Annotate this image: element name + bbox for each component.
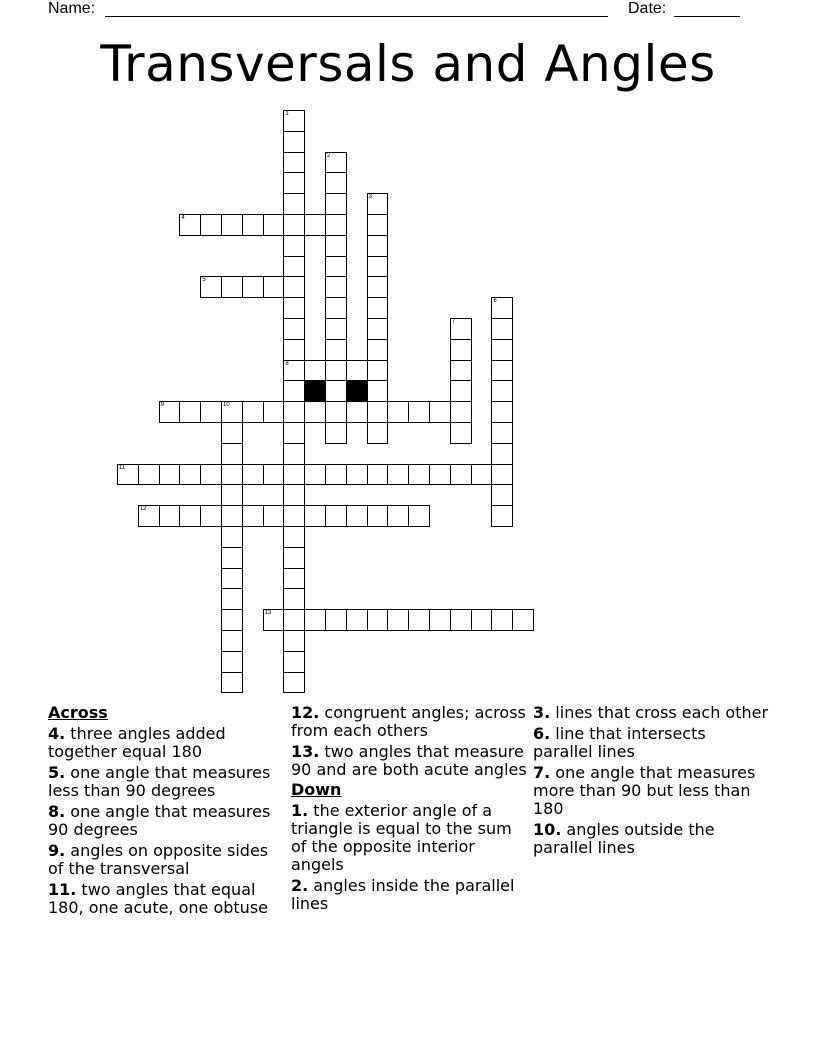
grid-cell[interactable] xyxy=(367,339,389,361)
clue-number: 10 xyxy=(223,402,230,409)
grid-cell[interactable] xyxy=(283,630,305,652)
grid-cell[interactable] xyxy=(429,464,451,486)
grid-cell[interactable] xyxy=(159,401,181,423)
grid-cell[interactable] xyxy=(325,401,347,423)
clue-text: two angles that measure 90 and are both acute angles xyxy=(291,742,527,779)
clue-number: 1 xyxy=(285,111,289,117)
grid-cell[interactable] xyxy=(283,339,305,361)
clue-number: 3 xyxy=(368,194,372,201)
grid-cell[interactable] xyxy=(138,464,160,486)
across-clue xyxy=(291,704,527,740)
grid-cell[interactable] xyxy=(200,214,222,236)
grid-cell[interactable] xyxy=(450,401,472,423)
clue-number: 10. xyxy=(533,820,562,839)
grid-cell[interactable] xyxy=(221,588,243,610)
grid-cell[interactable] xyxy=(283,651,305,673)
grid-cell[interactable] xyxy=(367,401,389,423)
down-clue xyxy=(533,725,769,761)
grid-cell[interactable] xyxy=(221,484,243,506)
clue-number: 12. xyxy=(291,703,320,722)
grid-cell[interactable] xyxy=(325,318,347,340)
grid-cell[interactable] xyxy=(221,401,243,423)
grid-cell[interactable] xyxy=(408,464,430,486)
grid-cell[interactable] xyxy=(491,609,513,631)
grid-cell[interactable] xyxy=(263,609,285,631)
grid-cell[interactable] xyxy=(283,547,305,569)
clue-number: 2. xyxy=(291,876,309,895)
grid-cell[interactable] xyxy=(325,609,347,631)
grid-cell[interactable] xyxy=(387,505,409,527)
grid-cell[interactable] xyxy=(367,422,389,444)
grid-cell[interactable] xyxy=(367,464,389,486)
down-clue xyxy=(533,704,769,722)
date-label: Date: xyxy=(628,0,667,17)
grid-cell[interactable] xyxy=(221,651,243,673)
grid-cell[interactable] xyxy=(491,443,513,465)
clue-number: 9 xyxy=(160,402,164,409)
puzzle-title: Transversals and Angles xyxy=(100,35,716,93)
clue-text: congruent angles; across from each others xyxy=(291,703,526,740)
grid-cell[interactable] xyxy=(200,505,222,527)
grid-cell[interactable] xyxy=(159,464,181,486)
clue-number: 13 xyxy=(264,610,272,617)
grid-cell[interactable] xyxy=(325,339,347,361)
grid-cell[interactable] xyxy=(450,464,472,486)
grid-cell[interactable] xyxy=(450,609,472,631)
clue-text: angles inside the parallel lines xyxy=(291,876,515,913)
clue-number: 7 xyxy=(451,319,456,325)
clue-text: lines that cross each other xyxy=(550,703,769,722)
grid-cell[interactable] xyxy=(367,297,389,319)
grid-cell[interactable] xyxy=(325,422,347,444)
name-label: Name: xyxy=(48,0,96,17)
grid-cell[interactable] xyxy=(367,609,389,631)
grid-cell[interactable] xyxy=(471,609,493,631)
grid-cell[interactable] xyxy=(221,547,243,569)
across-clue xyxy=(48,842,284,878)
grid-cell[interactable] xyxy=(221,568,243,590)
grid-cell[interactable] xyxy=(471,464,493,486)
grid-cell[interactable] xyxy=(200,464,222,486)
clues-column-2 xyxy=(291,702,527,913)
grid-cell[interactable] xyxy=(283,131,305,153)
grid-cell[interactable] xyxy=(304,464,326,486)
across-clue xyxy=(48,803,284,839)
grid-cell[interactable] xyxy=(325,505,347,527)
grid-cell[interactable] xyxy=(221,214,243,236)
grid-cell[interactable] xyxy=(408,505,430,527)
grid-cell[interactable] xyxy=(491,505,513,527)
grid-cell[interactable] xyxy=(325,235,347,257)
grid-cell[interactable] xyxy=(304,214,326,236)
grid-cell[interactable] xyxy=(450,318,472,340)
clue-text: angles on opposite sides of the transversal xyxy=(48,841,269,878)
clue-number: 5 xyxy=(202,277,206,284)
grid-cell[interactable] xyxy=(346,464,368,486)
down-clue xyxy=(533,764,769,818)
grid-cell[interactable] xyxy=(221,630,243,652)
grid-cell[interactable] xyxy=(283,172,305,194)
grid-cell[interactable] xyxy=(283,484,305,506)
grid-cell[interactable] xyxy=(491,401,513,423)
clue-number: 9. xyxy=(48,841,66,860)
grid-cell[interactable] xyxy=(283,360,305,382)
grid-cell[interactable] xyxy=(242,401,264,423)
blocked-cell xyxy=(304,380,326,402)
grid-cell[interactable] xyxy=(221,505,243,527)
grid-cell[interactable] xyxy=(429,401,451,423)
grid-cell[interactable] xyxy=(283,214,305,236)
clue-number: 3. xyxy=(533,703,551,722)
grid-cell[interactable] xyxy=(242,505,264,527)
grid-cell[interactable] xyxy=(283,672,305,694)
grid-cell[interactable] xyxy=(325,360,347,382)
grid-cell[interactable] xyxy=(263,505,285,527)
grid-cell[interactable] xyxy=(491,339,513,361)
grid-cell[interactable] xyxy=(179,214,201,236)
grid-cell[interactable] xyxy=(325,172,347,194)
grid-cell[interactable] xyxy=(283,256,305,278)
grid-cell[interactable] xyxy=(283,318,305,340)
grid-cell[interactable] xyxy=(283,193,305,215)
grid-cell[interactable] xyxy=(221,276,243,298)
grid-cell[interactable] xyxy=(283,422,305,444)
clue-number: 4. xyxy=(48,724,66,743)
grid-cell[interactable] xyxy=(283,276,305,298)
grid-cell[interactable] xyxy=(367,256,389,278)
grid-cell[interactable] xyxy=(221,422,243,444)
clue-number: 6. xyxy=(533,724,551,743)
clue-number: 4 xyxy=(181,215,185,221)
grid-cell[interactable] xyxy=(263,464,285,486)
grid-cell[interactable] xyxy=(325,193,347,215)
grid-cell[interactable] xyxy=(367,505,389,527)
grid-cell[interactable] xyxy=(242,276,264,298)
grid-cell[interactable] xyxy=(491,318,513,340)
clue-text: one angle that measures less than 90 degrees xyxy=(48,763,271,800)
across-clue xyxy=(48,725,284,761)
grid-cell[interactable] xyxy=(221,609,243,631)
clue-text: the exterior angle of a triangle is equal to the sum of the opposite interior angels xyxy=(291,801,512,874)
grid-cell[interactable] xyxy=(325,256,347,278)
grid-cell[interactable] xyxy=(450,380,472,402)
across-clue xyxy=(48,764,284,800)
grid-cell[interactable] xyxy=(283,526,305,548)
across-clue xyxy=(291,743,527,779)
grid-cell[interactable] xyxy=(304,609,326,631)
grid-cell[interactable] xyxy=(367,276,389,298)
clue-text: one angle that measures more than 90 but less than 180 xyxy=(533,763,756,818)
grid-cell[interactable] xyxy=(450,339,472,361)
clue-number: 7. xyxy=(533,763,551,782)
down-clue xyxy=(291,802,527,874)
grid-cell[interactable] xyxy=(491,422,513,444)
grid-cell[interactable] xyxy=(429,609,451,631)
grid-cell[interactable] xyxy=(450,360,472,382)
grid-cell[interactable] xyxy=(221,464,243,486)
clue-text: one angle that measures 90 degrees xyxy=(48,802,271,839)
grid-cell[interactable] xyxy=(367,360,389,382)
clue-number: 1. xyxy=(291,801,309,820)
grid-cell[interactable] xyxy=(221,443,243,465)
grid-cell[interactable] xyxy=(283,401,305,423)
down-clue xyxy=(291,877,527,913)
grid-cell[interactable] xyxy=(325,276,347,298)
grid-cell[interactable] xyxy=(283,568,305,590)
grid-cell[interactable] xyxy=(200,276,222,298)
clue-number: 11 xyxy=(119,464,126,471)
grid-cell[interactable] xyxy=(283,297,305,319)
grid-cell[interactable] xyxy=(179,464,201,486)
across-heading: Across xyxy=(48,703,108,722)
grid-cell[interactable] xyxy=(346,609,368,631)
down-clue xyxy=(533,821,769,857)
grid-cell[interactable] xyxy=(304,360,326,382)
grid-cell[interactable] xyxy=(263,401,285,423)
across-clue xyxy=(48,881,284,917)
grid-cell[interactable] xyxy=(491,360,513,382)
clue-text: three angles added together equal 180 xyxy=(48,724,226,761)
clue-number: 6 xyxy=(493,298,497,305)
grid-cell[interactable] xyxy=(283,110,305,132)
grid-cell[interactable] xyxy=(304,505,326,527)
grid-cell[interactable] xyxy=(387,609,409,631)
grid-cell[interactable] xyxy=(367,214,389,236)
grid-cell[interactable] xyxy=(283,505,305,527)
clue-text: two angles that equal 180, one acute, one obtuse xyxy=(48,880,268,917)
grid-cell[interactable] xyxy=(408,609,430,631)
grid-cell[interactable] xyxy=(325,380,347,402)
grid-cell[interactable] xyxy=(200,401,222,423)
grid-cell[interactable] xyxy=(221,526,243,548)
clues-column-3 xyxy=(533,702,769,857)
grid-cell[interactable] xyxy=(283,443,305,465)
clues-column-1 xyxy=(48,702,284,917)
clue-number: 13. xyxy=(291,742,320,761)
grid-cell[interactable] xyxy=(367,380,389,402)
grid-cell[interactable] xyxy=(346,401,368,423)
grid-cell[interactable] xyxy=(325,464,347,486)
clue-number: 8. xyxy=(48,802,66,821)
grid-cell[interactable] xyxy=(159,505,181,527)
grid-cell[interactable] xyxy=(367,318,389,340)
grid-cell[interactable] xyxy=(283,588,305,610)
grid-cell[interactable] xyxy=(491,297,513,319)
grid-cell[interactable] xyxy=(325,152,347,174)
grid-cell[interactable] xyxy=(450,422,472,444)
grid-cell[interactable] xyxy=(242,214,264,236)
grid-cell[interactable] xyxy=(283,380,305,402)
blocked-cell xyxy=(346,380,368,402)
grid-cell[interactable] xyxy=(491,464,513,486)
clue-text: line that intersects parallel lines xyxy=(533,724,706,761)
grid-cell[interactable] xyxy=(283,609,305,631)
grid-cell[interactable] xyxy=(325,297,347,319)
clue-number: 5. xyxy=(48,763,66,782)
grid-cell[interactable] xyxy=(367,235,389,257)
grid-cell[interactable] xyxy=(283,464,305,486)
grid-cell[interactable] xyxy=(346,360,368,382)
grid-cell[interactable] xyxy=(325,214,347,236)
grid-cell[interactable] xyxy=(221,672,243,694)
grid-cell[interactable] xyxy=(117,464,139,486)
clue-number: 8 xyxy=(285,360,289,367)
grid-cell[interactable] xyxy=(367,193,389,215)
grid-cell[interactable] xyxy=(283,152,305,174)
clue-number: 2 xyxy=(327,152,331,159)
grid-cell[interactable] xyxy=(283,235,305,257)
grid-cell[interactable] xyxy=(491,380,513,402)
clue-number: 12 xyxy=(139,506,147,513)
grid-cell[interactable] xyxy=(304,401,326,423)
grid-cell[interactable] xyxy=(346,505,368,527)
grid-cell[interactable] xyxy=(512,609,534,631)
clue-number: 11. xyxy=(48,880,77,899)
grid-cell[interactable] xyxy=(179,505,201,527)
grid-cell[interactable] xyxy=(138,505,160,527)
grid-cell[interactable] xyxy=(408,401,430,423)
grid-cell[interactable] xyxy=(263,214,285,236)
clue-text: angles outside the parallel lines xyxy=(533,820,715,857)
grid-cell[interactable] xyxy=(387,401,409,423)
grid-cell[interactable] xyxy=(491,484,513,506)
down-heading: Down xyxy=(291,780,342,799)
grid-cell[interactable] xyxy=(387,464,409,486)
grid-cell[interactable] xyxy=(263,276,285,298)
grid-cell[interactable] xyxy=(242,464,264,486)
grid-cell[interactable] xyxy=(179,401,201,423)
